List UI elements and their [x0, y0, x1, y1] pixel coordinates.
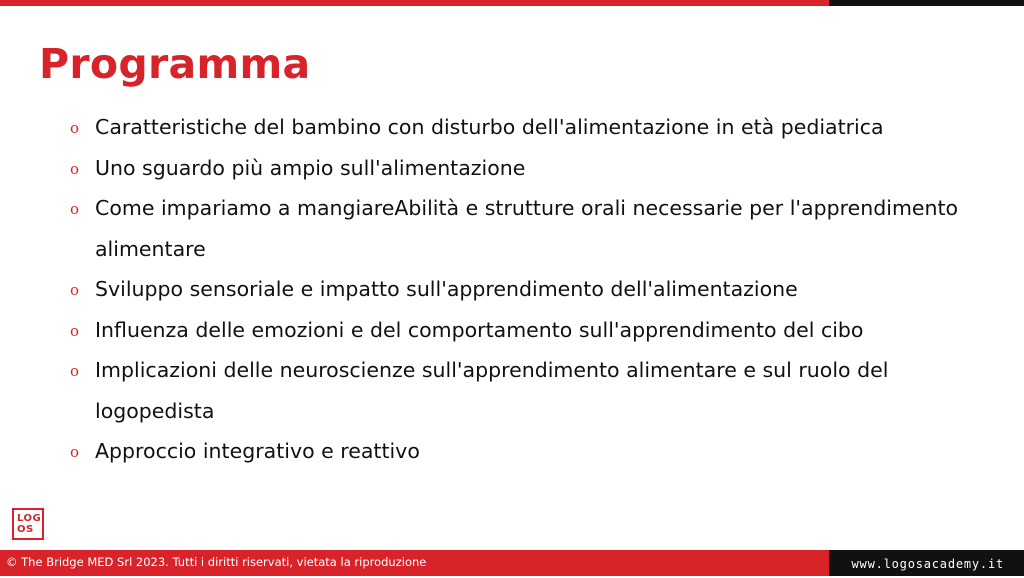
- bullet-marker: o: [70, 362, 80, 380]
- footer-bar: [0, 550, 829, 576]
- logos-logo: [12, 508, 44, 540]
- bullet-marker: o: [70, 443, 80, 461]
- program-list-item: [70, 310, 970, 351]
- bullet-marker: o: [70, 321, 80, 340]
- program-item-text: Sviluppo sensoriale e impatto sull'apprendimento dell'alimentazione: [95, 277, 798, 301]
- program-item-text: Implicazioni delle neuroscienze sull'apprendimento alimentare e sul ruolo del logopedista: [95, 358, 889, 423]
- program-list-item: [70, 107, 970, 148]
- program-list-item: [70, 431, 970, 472]
- program-list-item: [70, 269, 970, 310]
- top-accent-bar: [0, 0, 829, 6]
- footer-copyright: © The Bridge MED Srl 2023. Tutti i diritti riservati, vietata la riproduzione: [6, 555, 427, 569]
- program-list-item: [70, 350, 970, 431]
- program-list-item: [70, 148, 970, 189]
- program-item-text: Uno sguardo più ampio sull'alimentazione: [95, 155, 526, 180]
- slide-title: Programma: [39, 40, 311, 88]
- top-dark-bar: [829, 0, 1024, 6]
- program-item-text: Influenza delle emozioni e del comportamento sull'apprendimento del cibo: [95, 317, 864, 342]
- footer-website-link[interactable]: www.logosacademy.it: [851, 557, 1004, 571]
- bullet-marker: o: [70, 281, 80, 299]
- bullet-marker: o: [70, 200, 80, 218]
- program-item-text: Come impariamo a mangiareAbilità e strutture orali necessarie per l'apprendimento alimentare: [95, 196, 959, 261]
- program-list: [70, 107, 970, 472]
- bullet-marker: o: [70, 119, 80, 137]
- logo-text-line2: OS: [17, 524, 34, 535]
- program-list-item: [70, 188, 970, 269]
- footer-website-bar: [829, 550, 1024, 576]
- program-item-text: Caratteristiche del bambino con disturbo dell'alimentazione in età pediatrica: [95, 115, 884, 139]
- program-item-text: Approccio integrativo e reattivo: [95, 439, 420, 463]
- logo-text-line1: LOG: [17, 513, 42, 524]
- bullet-marker: o: [70, 159, 80, 178]
